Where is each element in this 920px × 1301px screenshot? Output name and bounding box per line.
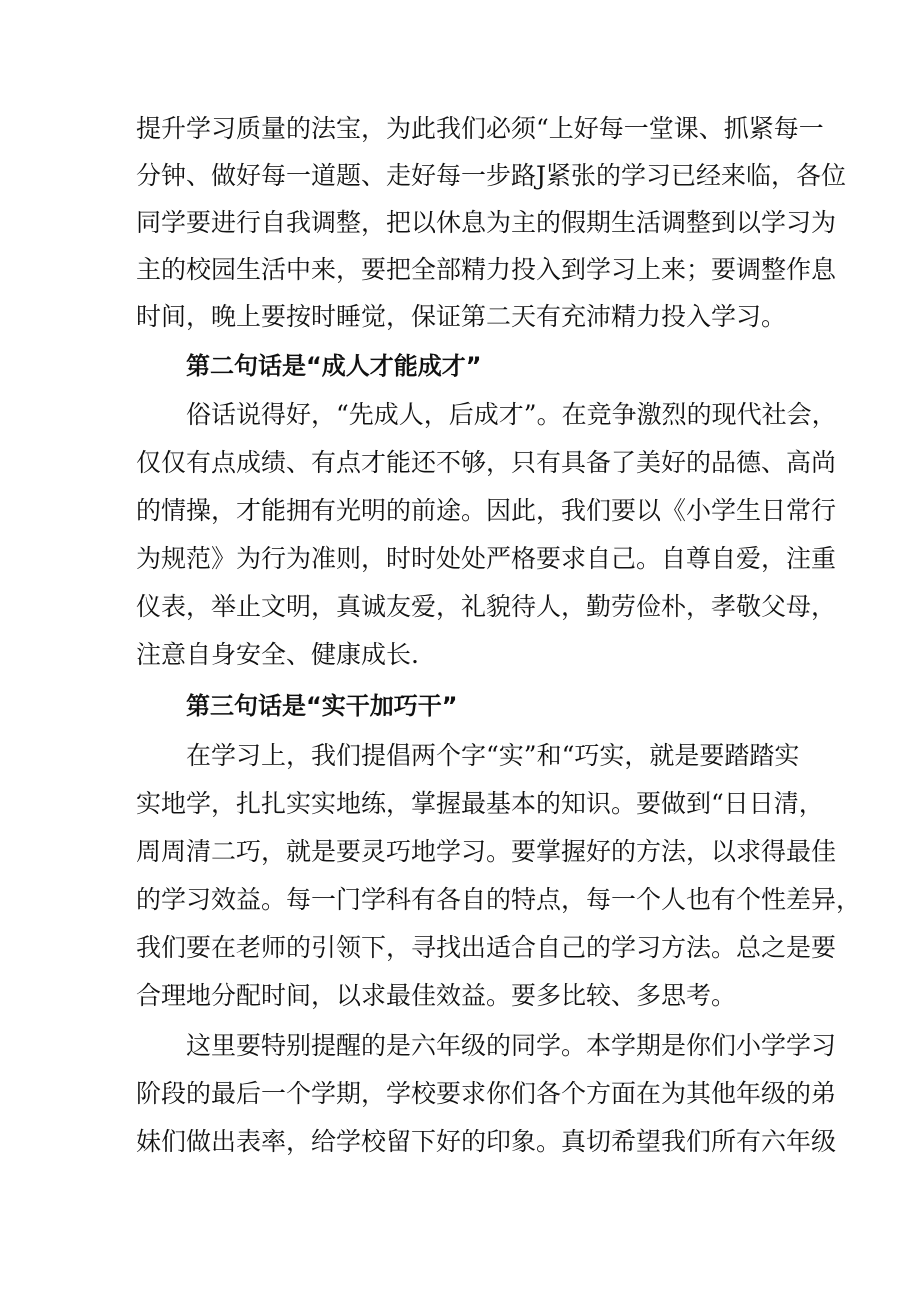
- text-line: 主的校园生活中来，要把全部精力投入到学习上来；要调整作息: [136, 255, 837, 284]
- text-line: 我们要在老师的引领下，寻找出适合自己的学习方法。总之是要: [136, 933, 837, 962]
- text-line: 为规范》为行为准则，时时处处严格要求自己。自尊自爱，注重: [136, 544, 837, 573]
- text-line: 的学习效益。每一门学科有各自的特点，每一个人也有个性差异，: [136, 885, 862, 914]
- text-line: 妹们做出表率，给学校留下好的印象。真切希望我们所有六年级: [136, 1127, 837, 1156]
- text-line: 俗话说得好，“先成人，后成才”。在竞争激烈的现代社会，: [186, 400, 837, 429]
- text-line: 阶段的最后一个学期，学校要求你们各个方面在为其他年级的弟: [136, 1079, 837, 1108]
- text-line: 周周清二巧，就是要灵巧地学习。要掌握好的方法，以求得最佳: [136, 837, 837, 866]
- text-line: 注意自身安全、健康成长.: [136, 640, 419, 669]
- text-line: 在学习上，我们提倡两个字“实”和“巧实，就是要踏踏实: [186, 741, 800, 770]
- text-line: 提升学习质量的法宝，为此我们必须“上好每一堂课、抓紧每一: [136, 114, 824, 143]
- text-line: 实地学，扎扎实实地练，掌握最基本的知识。要做到“日日清，: [136, 789, 824, 818]
- section-heading: 第三句话是“实干加巧干”: [186, 692, 458, 720]
- text-line: 仅仅有点成绩、有点才能还不够，只有具备了美好的品德、高尚: [136, 448, 837, 477]
- text-line: 分钟、做好每一道题、走好每一步路J紧张的学习已经来临，各位: [136, 161, 847, 190]
- text-line: 的情操，才能拥有光明的前途。因此，我们要以《小学生日常行: [136, 496, 837, 525]
- text-line: 同学要进行自我调整，把以休息为主的假期生活调整到以学习为: [136, 208, 837, 237]
- text-line: 合理地分配时间，以求最佳效益。要多比较、多思考。: [136, 981, 737, 1010]
- text-line: 仪表，举止文明，真诚友爱，礼貌待人，勤劳俭朴，孝敬父母，: [136, 592, 837, 621]
- text-line: 时间，晚上要按时睡觉，保证第二天有充沛精力投入学习。: [136, 302, 787, 331]
- section-heading: 第二句话是“成人才能成才”: [186, 352, 482, 380]
- text-line: 这里要特别提醒的是六年级的同学。本学期是你们小学学习: [186, 1031, 837, 1060]
